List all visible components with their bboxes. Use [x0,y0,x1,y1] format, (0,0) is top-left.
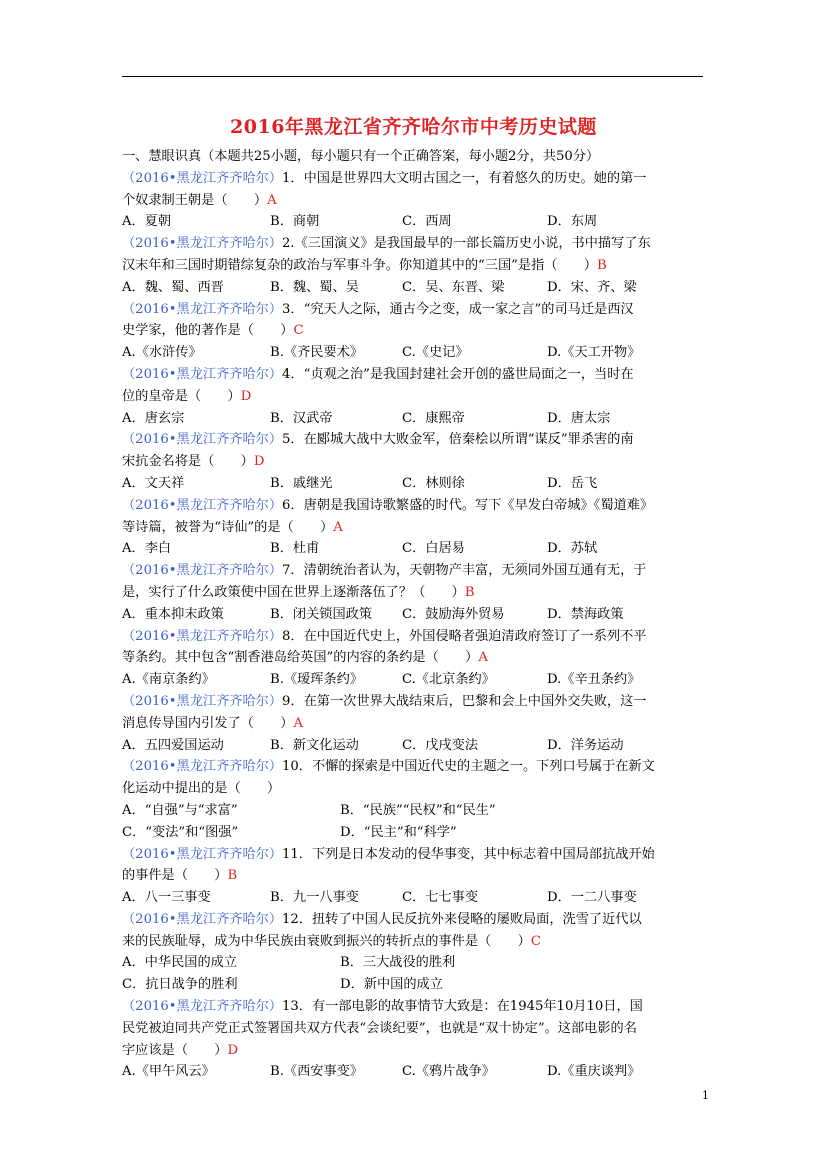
question-5 [122,429,707,494]
option-b: B．九一八事变 [270,890,359,906]
option-d: D．岳飞 [547,475,598,491]
question-text: 个奴隶制王朝是（ ） [122,192,268,208]
source-tag: （2016•黑龙江齐齐哈尔） [122,366,283,382]
section-heading: 一、慧眼识真（本题共25小题，每小题只有一个正确答案，每小题2分，共50分） [122,149,600,164]
source-tag: （2016•黑龙江齐齐哈尔） [122,236,283,252]
question-text-line [122,647,707,669]
question-text-line [122,865,707,887]
question-text: 1．中国是世界四大文明古国之一，有着悠久的历史。她的第一 [282,170,647,186]
question-6 [122,495,707,560]
question-7 [122,560,707,625]
option-c: C.《北京条约》 [402,672,495,688]
question-text: 6．唐朝是我国诗歌繁盛的时代。写下《早发白帝城》《蜀道难》 [282,497,654,513]
option-a: A．文天祥 [122,475,185,491]
option-a: A.《水浒传》 [122,345,202,361]
question-1 [122,168,707,233]
option-c: C．抗日战争的胜利 [122,977,238,993]
options-row [122,408,707,430]
option-a: A．唐玄宗 [122,410,185,426]
option-c: C.《鸦片战争》 [402,1064,495,1080]
question-text-line [122,844,707,866]
options-row [122,277,707,299]
option-d: D．禁海政策 [547,606,624,622]
option-b: B.《齐民要术》 [270,345,364,361]
option-b: B．杜甫 [270,541,320,557]
question-11 [122,844,707,909]
option-b: B．闭关锁国政策 [270,606,373,622]
option-b: B．戚继光 [270,475,333,491]
options-row [122,800,707,822]
question-text: 10．不懈的探索是中国近代史的主题之一。下列口号属于在新文 [282,759,655,775]
option-b: B．三大战役的胜利 [340,955,456,971]
question-text-line [122,931,707,953]
question-text-line [122,320,707,342]
option-a: A．五四爱国运动 [122,737,224,753]
question-10 [122,756,707,843]
answer-key: A [478,650,488,666]
options-row [122,538,707,560]
option-c: C.《史记》 [402,345,469,361]
option-b: B．魏、蜀、吴 [270,279,359,295]
question-text-line [122,1040,707,1062]
option-a: A．八一三事变 [122,890,211,906]
option-c: C．鼓励海外贸易 [402,606,505,622]
question-text: 是，实行了什么政策使中国在世界上逐渐落伍了？（ ） [122,584,465,600]
option-b: B.《西安事变》 [270,1064,364,1080]
answer-key: A [267,192,277,208]
question-text: 来的民族耻辱，成为中华民族由衰败到振兴的转折点的事件是（ ） [122,933,531,949]
option-d: D．唐太宗 [547,410,611,426]
option-b: B．商朝 [270,214,320,230]
question-text: 字应该是（ ） [122,1042,228,1058]
option-c: C．康熙帝 [402,410,465,426]
option-c: C．戊戌变法 [402,737,479,753]
question-13 [122,996,707,1083]
question-list [122,146,707,1083]
options-row [122,887,707,909]
source-tag: （2016•黑龙江齐齐哈尔） [122,432,283,448]
question-text-line [122,386,707,408]
question-text: 9．在第一次世界大战结束后，巴黎和会上中国外交失败，这一 [282,693,647,709]
options-row [122,952,707,974]
answer-key: D [253,454,265,470]
options-row [122,604,707,626]
question-text: 13．有一部电影的故事情节大致是：在1945年10月10日，国 [282,999,643,1015]
option-a: A．“自强”与“求富” [122,802,238,818]
option-d: D．一二八事变 [547,890,637,906]
question-text-line [122,451,707,473]
question-text: 宋抗金名将是（ ） [122,454,254,470]
option-d: D．洋务运动 [547,737,624,753]
question-text-line [122,233,707,255]
option-c: C．林则徐 [402,475,465,491]
question-text-line [122,299,707,321]
question-text: 5．在郾城大战中大败金军，倍秦桧以所谓“谋反”罪杀害的南 [282,432,634,448]
question-text: 11．下列是日本发动的侵华事变，其中标志着中国局部抗战开始 [282,846,655,862]
question-text: 的事件是（ ） [122,868,228,884]
question-text-line [122,168,707,190]
option-a: A．中华民国的成立 [122,955,238,971]
option-b: B．汉武帝 [270,410,333,426]
question-text: 汉末年和三国时期错综复杂的政治与军事斗争。你知道其中的“三国”是指（ ） [122,257,598,273]
answer-key: C [293,323,304,339]
answer-key: D [240,388,252,404]
page-title: 2016年黑龙江省齐齐哈尔市中考历史试题 [230,116,597,138]
source-tag: （2016•黑龙江齐齐哈尔） [122,846,283,862]
option-b: B.《瑷珲条约》 [270,672,364,688]
question-8 [122,626,707,691]
source-tag: （2016•黑龙江齐齐哈尔） [122,497,283,513]
question-text: 7．清朝统治者认为，天朝物产丰富，无须同外国互通有无，于 [282,563,647,579]
question-text: 2.《三国演义》是我国最早的一部长篇历史小说，书中描写了东 [282,236,651,252]
option-c: C．“变法”和“图强” [122,824,239,840]
options-row [122,1061,707,1083]
question-3 [122,299,707,364]
question-text-line [122,560,707,582]
question-9 [122,691,707,756]
source-tag: （2016•黑龙江齐齐哈尔） [122,759,283,775]
question-4 [122,364,707,429]
question-text: 12．扭转了中国人民反抗外来侵略的屡败局面，洗雪了近代以 [282,911,642,927]
source-tag: （2016•黑龙江齐齐哈尔） [122,170,283,186]
option-d: D．东周 [547,214,598,230]
question-text-line [122,255,707,277]
question-text-line [122,517,707,539]
option-d: D．宋、齐、梁 [547,279,637,295]
question-text: 史学家，他的著作是（ ） [122,323,294,339]
option-c: C．白居易 [402,541,465,557]
question-text-line [122,495,707,517]
source-tag: （2016•黑龙江齐齐哈尔） [122,693,283,709]
option-a: A．李白 [122,541,172,557]
option-d: D．苏轼 [547,541,598,557]
answer-key: C [530,933,541,949]
question-text-line [122,691,707,713]
question-text-line [122,909,707,931]
option-a: A．夏朝 [122,214,172,230]
question-text-line [122,1018,707,1040]
question-text-line [122,582,707,604]
option-a: A．魏、蜀、西晋 [122,279,224,295]
question-text-line [122,756,707,778]
option-b: B．“民族”“民权”和“民生” [340,802,496,818]
option-a: A.《甲午风云》 [122,1064,215,1080]
option-d: D.《辛丑条约》 [547,672,641,688]
option-d: D.《天工开物》 [547,345,641,361]
question-text-line [122,996,707,1018]
question-text-line [122,364,707,386]
option-d: D.《重庆谈判》 [547,1064,641,1080]
option-c: C．西周 [402,214,452,230]
options-row [122,473,707,495]
source-tag: （2016•黑龙江齐齐哈尔） [122,563,283,579]
options-row [122,669,707,691]
question-text: 民党被迫同共产党正式签署国共双方代表“会谈纪要”，也就是“双十协定”。这部电影的名 [122,1020,637,1036]
question-text: 4．“贞观之治”是我国封建社会开创的盛世局面之一，当时在 [282,366,634,382]
question-text: 8．在中国近代史上，外国侵略者强迫清政府签订了一系列不平 [282,628,647,644]
question-text-line [122,626,707,648]
question-2 [122,233,707,298]
option-c: C．七七事变 [402,890,479,906]
option-b: B．新文化运动 [270,737,359,753]
answer-key: B [464,584,475,600]
answer-key: D [227,1042,239,1058]
question-text: 消息传导国内引发了（ ） [122,715,294,731]
source-tag: （2016•黑龙江齐齐哈尔） [122,911,283,927]
options-row [122,974,707,996]
answer-key: B [597,257,607,273]
source-tag: （2016•黑龙江齐齐哈尔） [122,301,283,317]
options-row [122,735,707,757]
question-text: 等诗篇，被誉为“诗仙”的是（ ） [122,519,334,535]
option-c: C．吴、东晋、梁 [402,279,505,295]
answer-key: B [227,868,238,884]
question-text: 化运动中提出的是（ ） [122,781,281,797]
question-text-line [122,713,707,735]
option-d: D．“民主”和“科学” [340,824,457,840]
question-text-line [122,190,707,212]
options-row [122,822,707,844]
question-text: 位的皇帝是（ ） [122,388,241,404]
question-12 [122,909,707,996]
option-d: D．新中国的成立 [340,977,443,993]
question-text: 等条约。其中包含“割香港岛给英国”的内容的条约是（ ） [122,650,479,666]
question-text-line [122,778,707,800]
source-tag: （2016•黑龙江齐齐哈尔） [122,999,283,1015]
question-text-line [122,429,707,451]
answer-key: A [293,715,303,731]
option-a: A．重本抑末政策 [122,606,224,622]
question-text: 3．“究天人之际，通古今之变，成一家之言”的司马迁是西汉 [282,301,634,317]
options-row [122,342,707,364]
source-tag: （2016•黑龙江齐齐哈尔） [122,628,283,644]
header-rule [122,76,703,77]
option-a: A.《南京条约》 [122,672,215,688]
options-row [122,211,707,233]
answer-key: A [333,519,343,535]
page-number: 1 [702,1089,709,1102]
